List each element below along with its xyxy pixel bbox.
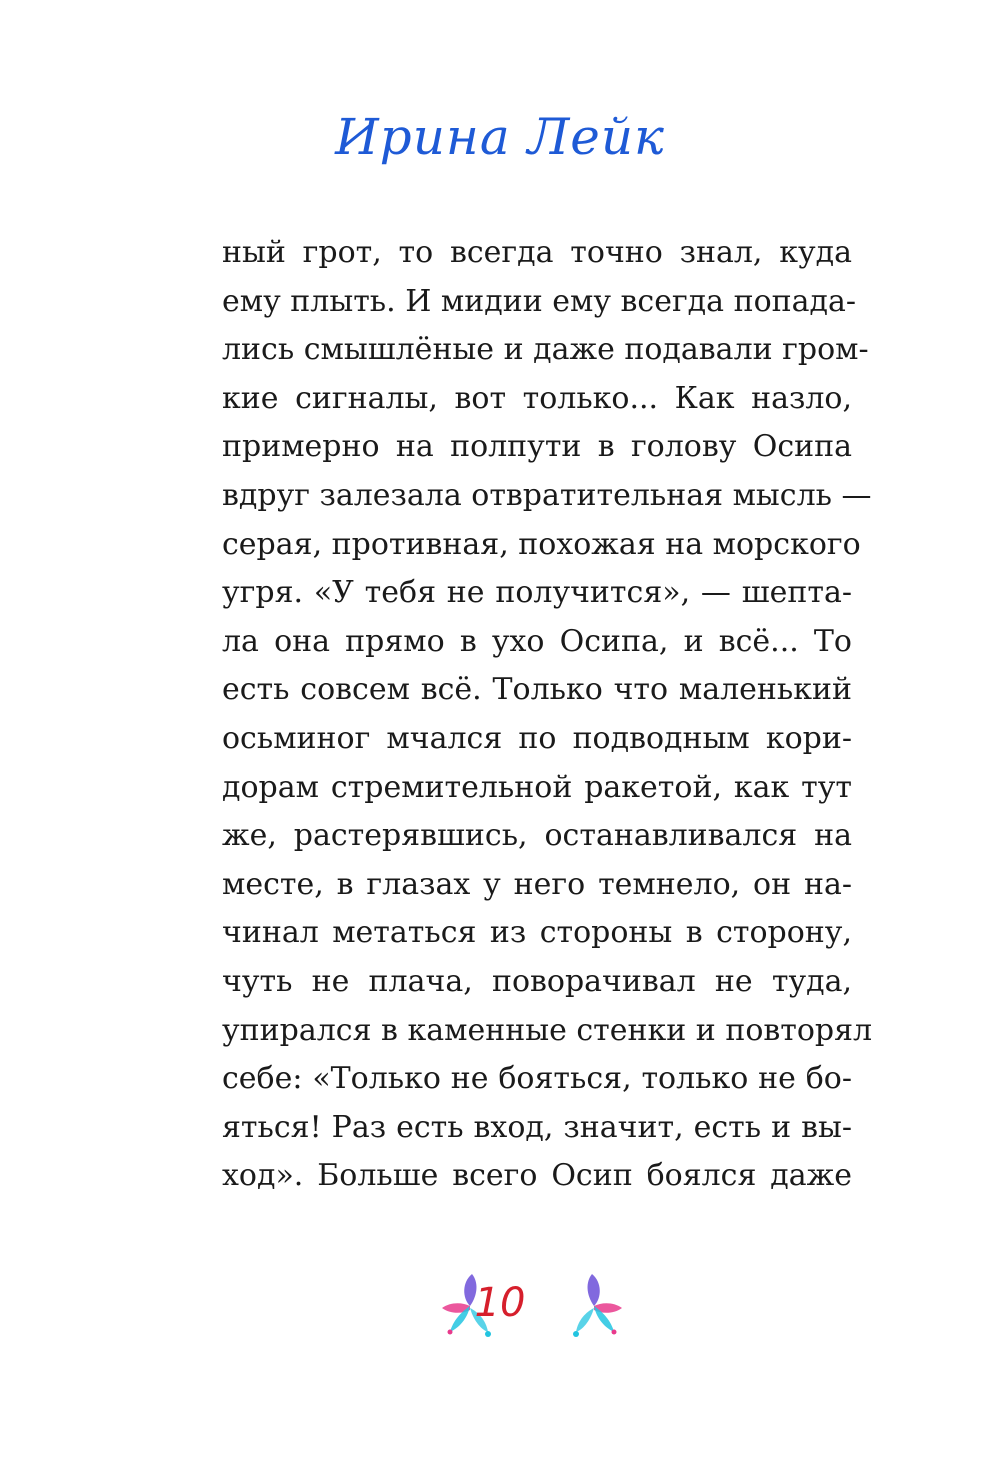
text-line: чуть не плача, поворачивал не туда, [222, 963, 852, 999]
text-line: есть совсем всё. Только что маленький [222, 672, 852, 708]
running-head-author [0, 108, 1000, 166]
text-line: месте, в глазах у него темнело, он на- [222, 866, 852, 902]
page-footer [0, 1268, 1000, 1358]
floral-ornament-right-icon [562, 1268, 632, 1348]
text-line: себе: «Только не бояться, только не бо- [222, 1061, 852, 1097]
text-line: ему плыть. И мидии ему всегда попада- [222, 283, 856, 319]
text-line: ла она прямо в ухо Осипа, и всё... То [222, 623, 852, 659]
text-line: же, растерявшись, останавливался на [222, 818, 852, 854]
page-number: 10 [474, 1280, 526, 1326]
text-line: яться! Раз есть вход, значит, есть и вы- [222, 1109, 852, 1145]
text-line: кие сигналы, вот только... Как назло, [222, 380, 852, 416]
author-name: Ирина Лейк [335, 108, 665, 166]
text-line: дорам стремительной ракетой, как тут [222, 769, 852, 805]
text-line: вдруг залезала отвратительная мысль — [222, 477, 872, 513]
text-line: примерно на полпути в голову Осипа [222, 429, 852, 465]
text-line: упирался в каменные стенки и повторял [222, 1012, 873, 1048]
text-line: ход». Больше всего Осип боялся даже [222, 1158, 852, 1194]
body-text [222, 229, 873, 1201]
text-line: чинал метаться из стороны в сторону, [222, 915, 852, 951]
text-line: осьминог мчался по подводным кори- [222, 720, 852, 756]
text-line: лись смышлёные и даже подавали гром- [222, 332, 869, 368]
text-line: ный грот, то всегда точно знал, куда [222, 235, 852, 270]
text-line: серая, противная, похожая на морского [222, 526, 861, 562]
text-line: угря. «У тебя не получится», — шепта- [222, 575, 852, 611]
